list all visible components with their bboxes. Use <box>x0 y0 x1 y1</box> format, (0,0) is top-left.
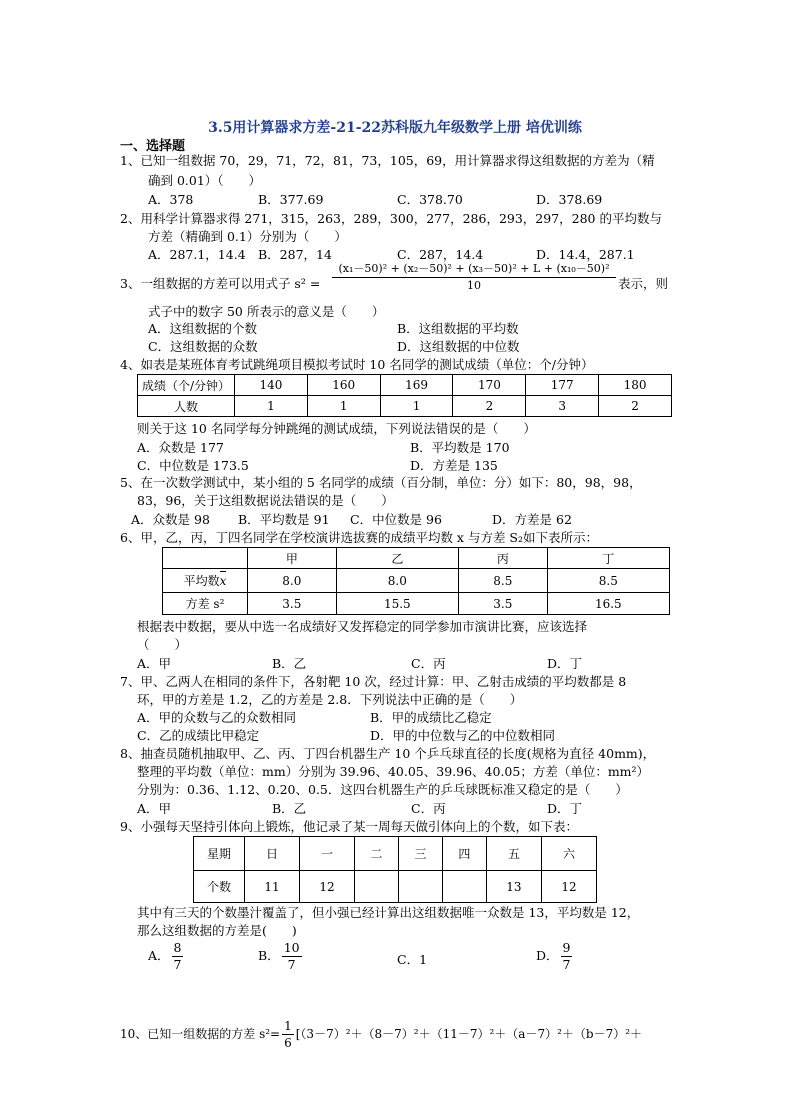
fraction-numerator: 10 <box>283 940 300 955</box>
q3-formula-denominator: 10 <box>467 279 481 292</box>
q4-table-cell: 1 <box>235 396 308 417</box>
q4-line2: 则关于这 10 名同学每分钟跳绳的测试成绩，下列说法错误的是（ ） <box>137 421 536 436</box>
q6-table-cell: 8.0 <box>248 569 337 593</box>
q9-table-cell: 六 <box>541 837 596 871</box>
q8-line2: 整理的平均数（单位：mm）分别为 39.96、40.05、39.96、40.05；方差（单位：mm²） <box>137 764 650 779</box>
q3-option-d: D．这组数据的中位数 <box>397 339 520 354</box>
q9-line2: 其中有三天的个数墨汁覆盖了，但小强已经计算出这组数据唯一众数是 13，平均数是 12， <box>137 905 640 920</box>
q9-table-cell: 四 <box>442 837 486 871</box>
q9-option-a <box>148 940 185 973</box>
q10-line1 <box>120 1018 642 1051</box>
q3-prefix: 3、一组数据的方差可以用式子 s² = <box>120 276 321 291</box>
q9-option-b-label: B． <box>258 948 280 963</box>
q6-option-d: D．丁 <box>547 656 583 671</box>
q6-table-cell: 8.5 <box>458 569 547 593</box>
q4-table-cell: 140 <box>235 375 308 396</box>
q8-option-a: A．甲 <box>137 801 172 816</box>
q6-table-cell: 丁 <box>547 548 669 569</box>
q1-option-d: D．378.69 <box>536 192 603 207</box>
q3-line2: 式子中的数字 50 所表示的意义是（ ） <box>148 304 385 319</box>
q8-option-d: D．丁 <box>547 801 583 816</box>
q6-line1: 6、甲，乙，丙，丁四名同学在学校演讲选拔赛的成绩平均数 x 与方差 S₂如下表所示： <box>120 530 598 545</box>
q9-option-c-label: C． <box>397 952 420 967</box>
q5-line1: 5、在一次数学测试中，某小组的 5 名同学的成绩（百分制，单位：分）如下：80，98，98， <box>120 475 642 490</box>
q2-option-a: A．287.1，14.4 <box>148 247 246 262</box>
q1-line1: 1、已知一组数据 70，29，71，72，81，73，105，69，用计算器求得这组数据的方差为（精 <box>120 153 655 168</box>
q5-option-d: D．方差是 62 <box>492 512 572 527</box>
q9-table-cell: 日 <box>245 837 300 871</box>
q5-option-c: C．中位数是 96 <box>350 512 442 527</box>
q7-line1: 7、甲、乙两人在相同的条件下，各射靶 10 次，经过计算：甲、乙射击成绩的平均数都是 8 <box>120 674 627 689</box>
q8-line3: 分别为：0.36、1.12、0.20、0.5．这四台机器生产的乒乓球既标准又稳定的是（ ） <box>137 782 628 797</box>
q6-table-cell <box>163 548 248 569</box>
q4-table-cell: 成绩（个/分钟） <box>138 375 235 396</box>
q4-option-a: A．众数是 177 <box>137 440 224 455</box>
q3-option-c: C．这组数据的众数 <box>148 339 258 354</box>
q6-table-cell: 3.5 <box>458 593 547 615</box>
fraction-numerator: 8 <box>173 940 182 955</box>
q6-mean-symbol: x <box>219 574 227 588</box>
q8-option-c: C．丙 <box>411 801 446 816</box>
q3-suffix: 表示，则 <box>618 276 669 291</box>
q9-table-cell: 个数 <box>194 871 245 903</box>
q6-row-label-mean <box>163 569 248 593</box>
q2-option-c: C．287，14.4 <box>397 247 484 262</box>
q9-option-a-label: A． <box>148 948 170 963</box>
q7-option-a: A．甲的众数与乙的众数相同 <box>137 710 297 725</box>
q1-line2: 确到 0.01）（ ） <box>148 173 262 188</box>
q9-option-b-fraction <box>282 940 302 973</box>
q10-fraction <box>282 1018 294 1051</box>
section-heading: 一、选择题 <box>120 139 186 154</box>
q6-option-c: C．丙 <box>411 656 446 671</box>
q7-option-d: D．甲的中位数与乙的中位数相同 <box>370 728 556 743</box>
q5-option-a: A．众数是 98 <box>131 512 210 527</box>
q9-table-cell <box>442 871 486 903</box>
q9-option-d-fraction <box>561 940 573 973</box>
fraction-denominator: 6 <box>284 1036 292 1050</box>
q4-table-cell: 3 <box>526 396 599 417</box>
q7-option-b: B．甲的成绩比乙稳定 <box>370 710 492 725</box>
q6-table-cell: 8.5 <box>547 569 669 593</box>
q9-table-cell: 五 <box>486 837 541 871</box>
q2-option-d: D．14.4，287.1 <box>536 247 635 262</box>
q3-option-b: B．这组数据的平均数 <box>397 321 519 336</box>
q9-option-d-label: D． <box>536 948 559 963</box>
q6-line3: （ ） <box>137 637 188 652</box>
q8-option-b: B．乙 <box>272 801 307 816</box>
q1-option-c: C．378.70 <box>397 192 463 207</box>
q7-option-c: C．乙的成绩比甲稳定 <box>137 728 260 743</box>
q4-option-c: C．中位数是 173.5 <box>137 458 249 473</box>
q6-table-cell: 乙 <box>336 548 458 569</box>
fraction-denominator: 7 <box>562 957 571 972</box>
q9-table-cell: 11 <box>245 871 300 903</box>
q6-table-cell: 3.5 <box>248 593 337 615</box>
q4-table-cell: 1 <box>380 396 453 417</box>
q4-table-cell: 1 <box>307 396 380 417</box>
q6-table-cell: 丙 <box>458 548 547 569</box>
fraction-numerator: 1 <box>284 1019 292 1033</box>
q2-line1: 2、用科学计算器求得 271，315，263，289，300，277，286，293，297，280 的平均数与 <box>120 211 662 226</box>
q1-option-b: B．377.69 <box>258 192 324 207</box>
q4-table-cell: 2 <box>599 396 672 417</box>
q5-option-b: B．平均数是 91 <box>238 512 330 527</box>
fraction-numerator: 9 <box>562 940 571 955</box>
fraction-denominator: 7 <box>287 957 296 972</box>
q9-table-cell: 12 <box>300 871 355 903</box>
q4-table-cell: 169 <box>380 375 453 396</box>
q6-option-b: B．乙 <box>272 656 307 671</box>
q4-option-b: B．平均数是 170 <box>410 440 510 455</box>
q3-variance-formula <box>332 262 616 294</box>
q6-mean-label: 平均数 <box>183 574 220 588</box>
q9-table-cell: 三 <box>398 837 442 871</box>
q9-table-cell <box>355 871 399 903</box>
q4-table-cell: 170 <box>453 375 526 396</box>
q4-table-cell: 160 <box>307 375 380 396</box>
fraction-denominator: 7 <box>173 957 182 972</box>
q9-line1: 9、小强每天坚持引体向上锻炼，他记录了某一周每天做引体向上的个数，如下表： <box>120 819 578 834</box>
q6-option-a: A．甲 <box>137 656 172 671</box>
q4-table-cell: 180 <box>599 375 672 396</box>
q3-option-a: A．这组数据的个数 <box>148 321 258 336</box>
q9-pullup-table <box>193 836 597 903</box>
q9-option-c <box>397 951 427 969</box>
q4-table-cell: 2 <box>453 396 526 417</box>
q1-option-a: A．378 <box>148 192 194 207</box>
q2-line2: 方差（精确到 0.1）分别为（ ） <box>148 229 347 244</box>
q9-table-cell: 一 <box>300 837 355 871</box>
q9-table-cell: 12 <box>541 871 596 903</box>
q9-line3: 那么这组数据的方差是( ) <box>137 923 297 938</box>
q9-option-b <box>258 940 304 973</box>
q4-table-cell: 人数 <box>138 396 235 417</box>
q6-row-label-variance: 方差 s² <box>163 593 248 615</box>
q10-prefix: 10、已知一组数据的方差 s²= <box>120 1027 281 1041</box>
q3-formula-numerator: (x₁－50)² + (x₂－50)² + (x₃－50)² + L + (x₁₀－50)² <box>332 262 616 278</box>
q8-line1: 8、抽查员随机抽取甲、乙、丙、丁四台机器生产 10 个乒乓球直径的长度(规格为直径 40mm)， <box>120 746 656 761</box>
q4-score-table <box>137 374 672 417</box>
q6-line2: 根据表中数据，要从中选一名成绩好又发挥稳定的同学参加市演讲比赛，应该选择 <box>137 619 588 634</box>
q9-option-a-fraction <box>172 940 184 973</box>
q9-table-cell: 二 <box>355 837 399 871</box>
q4-table-cell: 177 <box>526 375 599 396</box>
q10-suffix: [（3－7）²＋（8－7）²＋（11－7）²＋（a－7）²＋（b－7）²＋ <box>295 1027 643 1041</box>
q9-table-cell <box>398 871 442 903</box>
q6-stats-table <box>162 547 670 615</box>
q6-table-cell: 15.5 <box>336 593 458 615</box>
q9-table-cell: 13 <box>486 871 541 903</box>
q9-option-c-value: 1 <box>419 952 428 967</box>
q9-table-cell: 星期 <box>194 837 245 871</box>
page-title: 3.5用计算器求方差-21-22苏科版九年级数学上册 培优训练 <box>208 120 582 136</box>
q4-line1: 4、如表是某班体育考试跳绳项目模拟考试时 10 名同学的测试成绩（单位：个/分钟） <box>120 357 594 372</box>
q6-table-cell: 甲 <box>248 548 337 569</box>
q2-option-b: B．287，14 <box>258 247 332 262</box>
q4-option-d: D．方差是 135 <box>410 458 498 473</box>
q7-line2: 环，甲的方差是 1.2，乙的方差是 2.8．下列说法中正确的是（ ） <box>137 692 523 707</box>
q9-option-d <box>536 940 574 973</box>
q5-line2: 83，96，关于这组数据说法错误的是（ ） <box>137 493 394 508</box>
q6-table-cell: 8.0 <box>336 569 458 593</box>
q6-table-cell: 16.5 <box>547 593 669 615</box>
